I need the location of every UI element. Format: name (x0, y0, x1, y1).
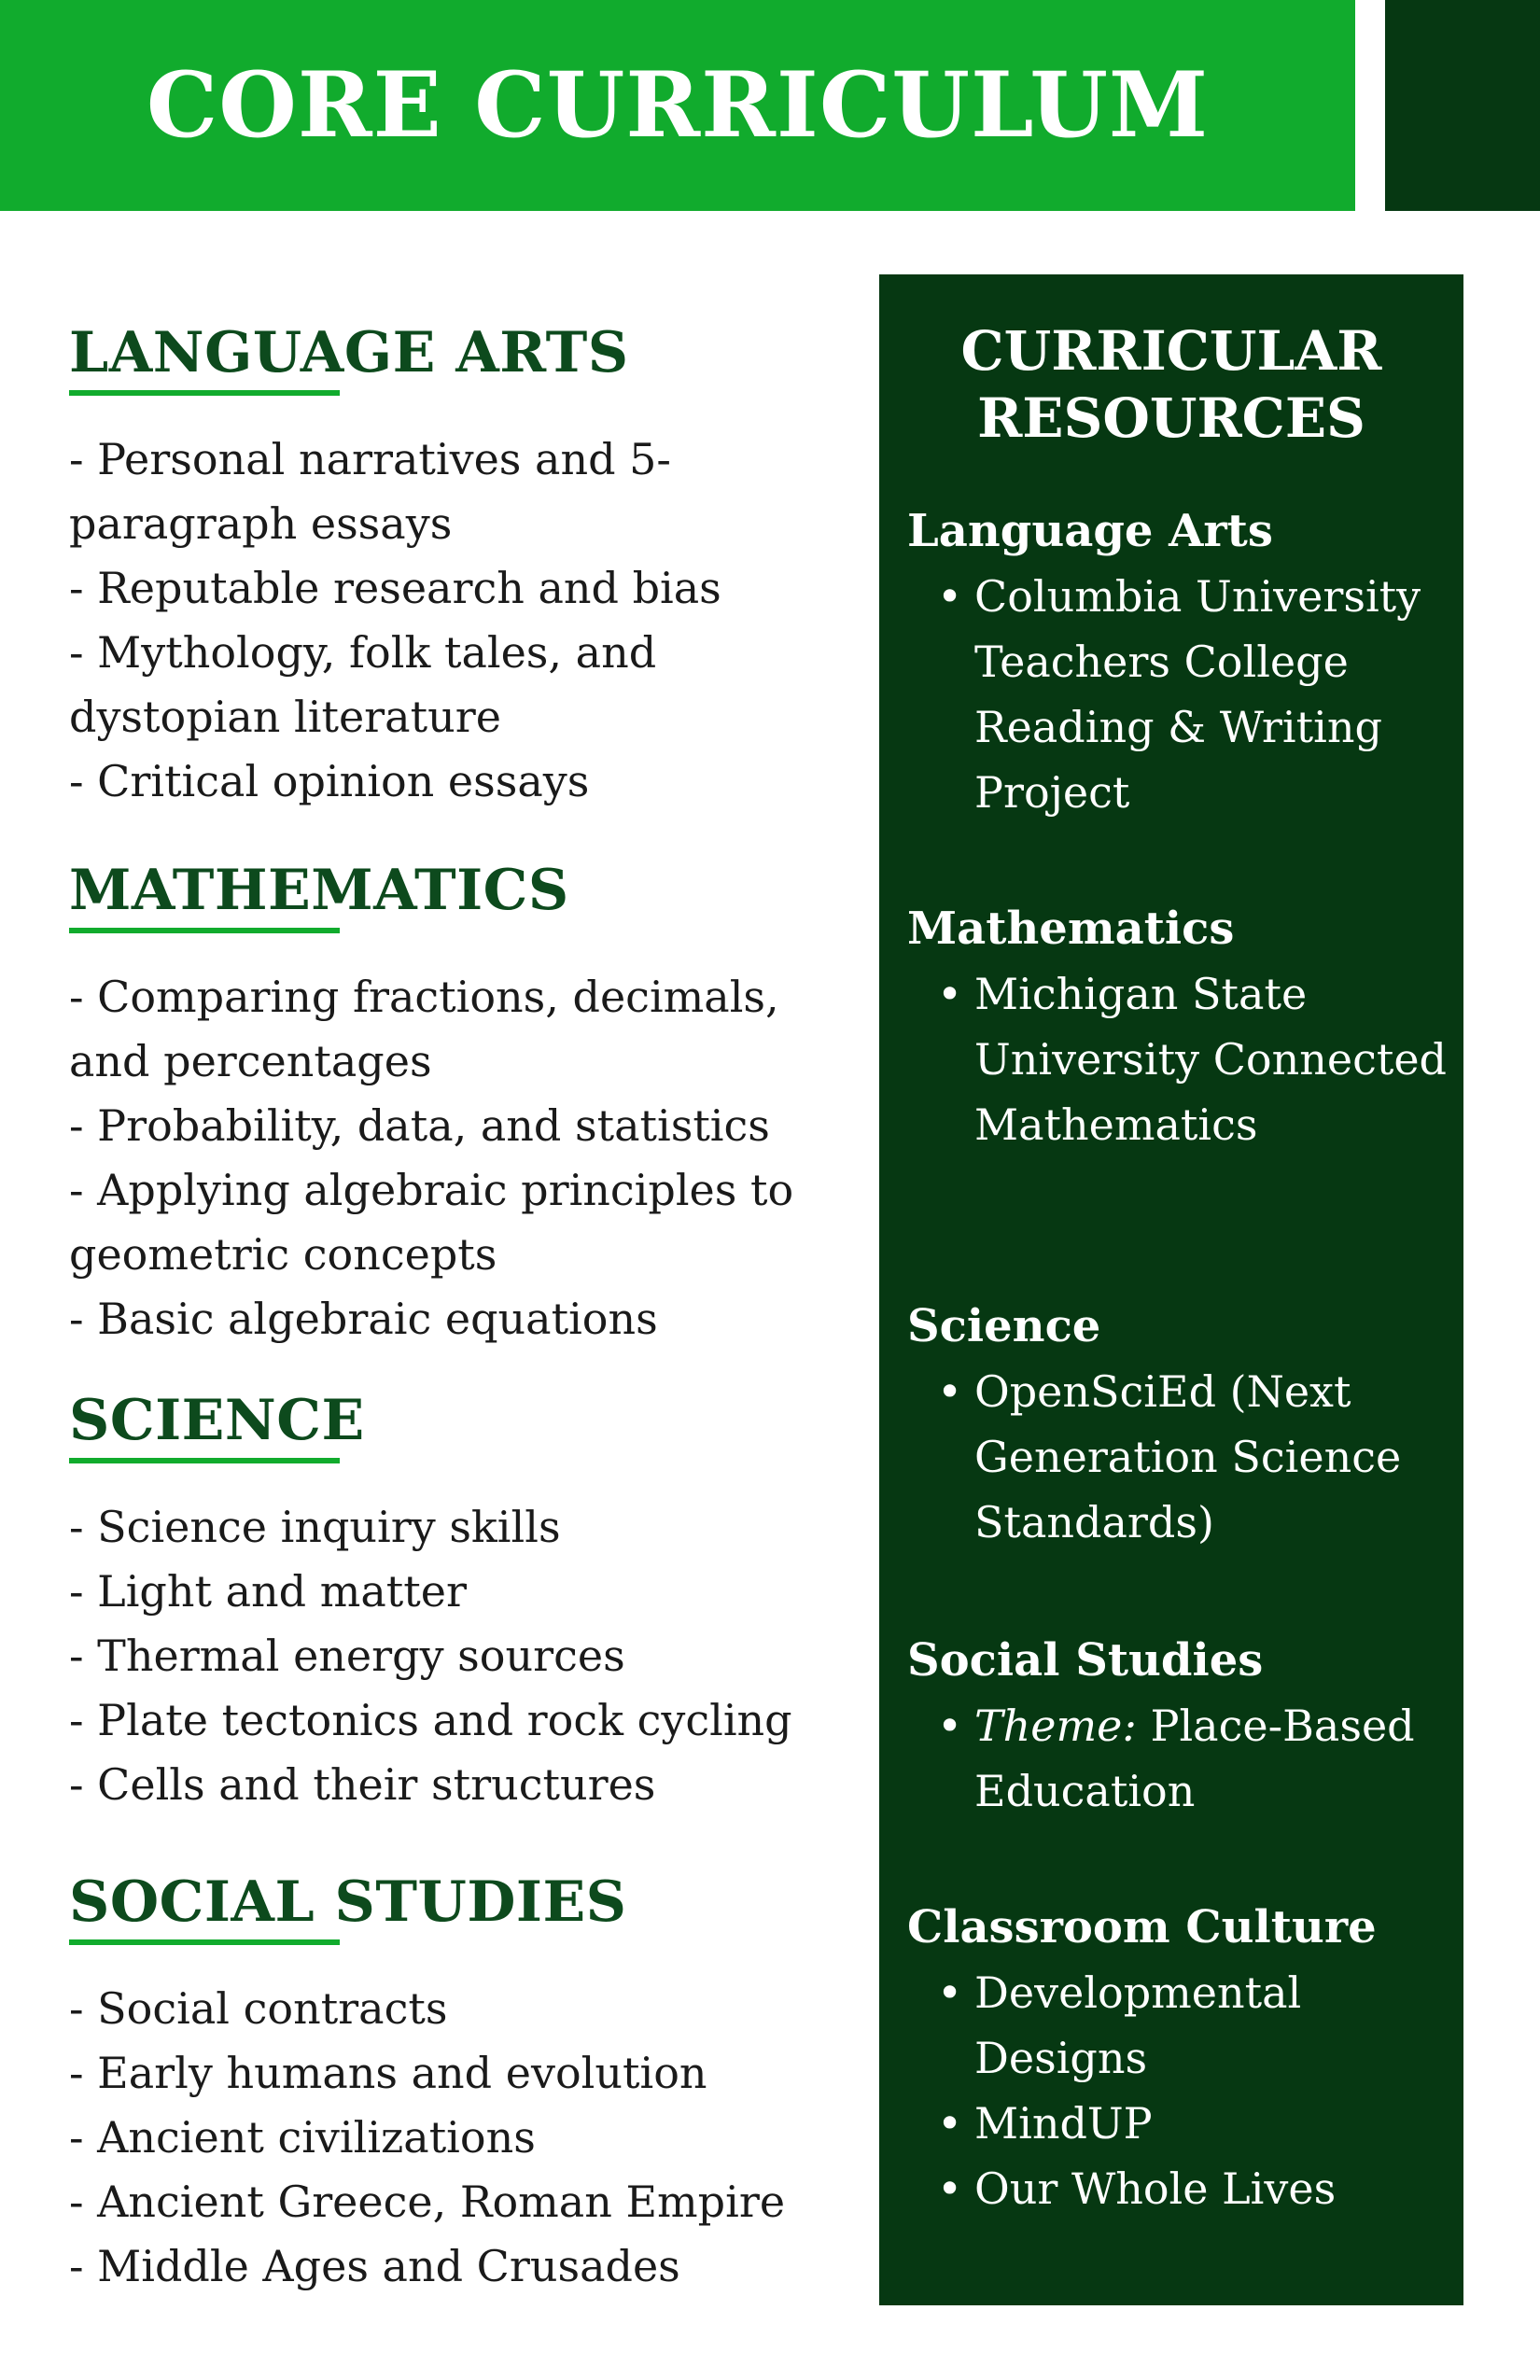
resource-heading: Science (907, 1300, 1101, 1352)
theme-label: Theme: (974, 1701, 1137, 1751)
section-social-studies (69, 1865, 853, 2299)
page-title: CORE CURRICULUM (146, 52, 1210, 158)
resource-item (907, 564, 1458, 825)
heading-underline (69, 390, 340, 396)
topic-list (69, 1977, 853, 2299)
resource-item-text: Developmental Designs (974, 1967, 1302, 2083)
section-heading: MATHEMATICS (69, 858, 569, 923)
section-language-arts (69, 315, 853, 814)
curricular-resources-panel (879, 274, 1463, 2305)
section-heading: SCIENCE (69, 1388, 365, 1453)
resource-item-text: Place-Based Education (974, 1701, 1415, 1816)
panel-title: CURRICULAR RESOURCES (960, 319, 1382, 450)
resource-heading: Mathematics (907, 903, 1235, 955)
resource-group-social-studies (907, 1628, 1458, 1824)
list-item: - Critical opinion essays (69, 756, 590, 806)
resource-list (907, 961, 1458, 1157)
banner-accent-block (1385, 0, 1540, 211)
list-item: - Early humans and evolution (69, 2048, 707, 2098)
resource-list (907, 1960, 1458, 2221)
heading-underline (69, 1458, 340, 1463)
section-heading: SOCIAL STUDIES (69, 1869, 627, 1935)
list-item: - Light and matter (69, 1566, 467, 1617)
section-mathematics (69, 853, 853, 1351)
resource-list (907, 1359, 1458, 1555)
resource-group-language-arts (907, 498, 1458, 825)
resource-item-text: OpenSciEd (Next Generation Science Standards) (974, 1366, 1402, 1547)
resource-item (907, 2156, 1458, 2221)
bullet-icon: • (937, 1701, 963, 1751)
list-item: - Probability, data, and statistics (69, 1100, 770, 1151)
list-item: - Mythology, folk tales, and dystopian literature (69, 627, 657, 742)
resource-item (907, 961, 1458, 1157)
list-item: - Science inquiry skills (69, 1502, 561, 1552)
resource-item (907, 1960, 1458, 2091)
list-item: - Basic algebraic equations (69, 1294, 658, 1344)
list-item: - Social contracts (69, 1983, 448, 2034)
list-item: - Applying algebraic principles to geometric concepts (69, 1165, 794, 1280)
list-item: - Thermal energy sources (69, 1631, 625, 1681)
heading-underline (69, 928, 340, 933)
resource-heading: Classroom Culture (907, 1901, 1377, 1953)
bullet-icon: • (937, 2163, 963, 2214)
list-item: - Ancient civilizations (69, 2112, 536, 2163)
bullet-icon: • (937, 571, 963, 622)
heading-underline (69, 1939, 340, 1945)
resource-item-text: Our Whole Lives (974, 2163, 1337, 2214)
topic-list (69, 965, 853, 1351)
resource-heading: Social Studies (907, 1634, 1264, 1687)
bullet-icon: • (937, 969, 963, 1019)
resource-group-science (907, 1294, 1458, 1555)
title-banner (0, 0, 1355, 211)
list-item: - Middle Ages and Crusades (69, 2241, 680, 2291)
topic-list (69, 1495, 853, 1817)
resource-group-mathematics (907, 896, 1458, 1157)
bullet-icon: • (937, 1366, 963, 1417)
resource-list (907, 564, 1458, 825)
resource-item (907, 1693, 1458, 1824)
resource-item-text: MindUP (974, 2098, 1153, 2149)
topic-list (69, 427, 853, 814)
resource-item-text: Michigan State University Connected Mathematics (974, 969, 1447, 1150)
resource-group-classroom-culture (907, 1895, 1458, 2221)
list-item: - Personal narratives and 5-paragraph essays (69, 434, 671, 549)
bullet-icon: • (937, 1967, 963, 2018)
list-item: - Reputable research and bias (69, 563, 721, 613)
bullet-icon: • (937, 2098, 963, 2149)
resource-list (907, 1693, 1458, 1824)
list-item: - Cells and their structures (69, 1759, 656, 1810)
resource-heading: Language Arts (907, 505, 1273, 557)
list-item: - Plate tectonics and rock cycling (69, 1695, 792, 1745)
list-item: - Ancient Greece, Roman Empire (69, 2177, 786, 2227)
resource-item-text: Columbia University Teachers College Reading & Writing Project (974, 571, 1421, 818)
list-item: - Comparing fractions, decimals, and percentages (69, 972, 779, 1086)
section-heading: LANGUAGE ARTS (69, 320, 629, 385)
resource-item (907, 1359, 1458, 1555)
section-science (69, 1383, 853, 1817)
resource-item (907, 2091, 1458, 2156)
